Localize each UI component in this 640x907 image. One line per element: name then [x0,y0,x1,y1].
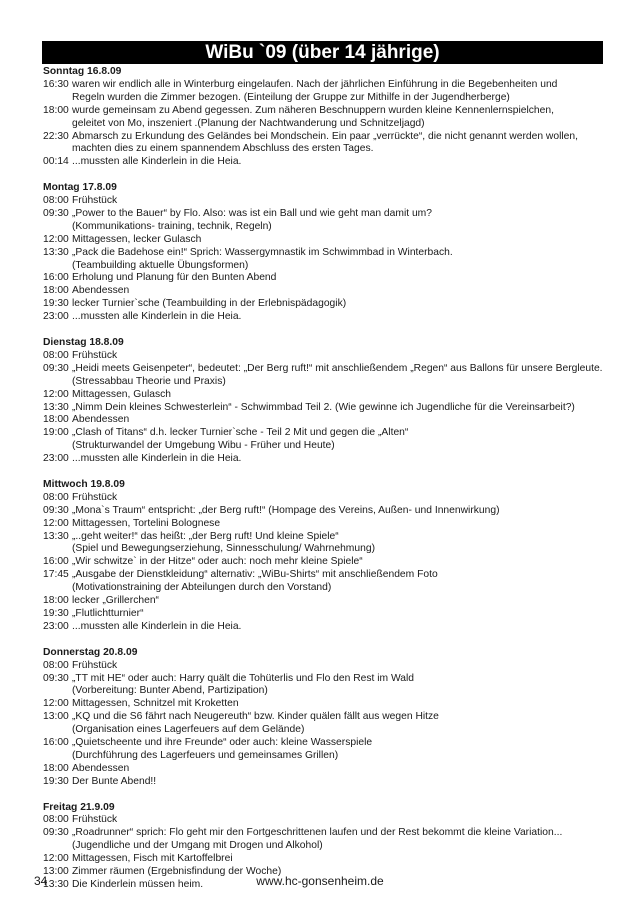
entry-text: „Quietscheente und ihre Freunde“ oder auch: kleine Wasserspiele (Durchführung des Lagerfeuers und gemeinsames Grillen) [72,737,373,761]
entry-text: „Roadrunner“ sprich: Flo geht mir den Fortgeschrittenen laufen und der Rest bekommt die kleine Variation... (Jugendliche und der Umgang mit Drogen und Alkohol) [72,827,563,852]
schedule-entry [43,776,613,789]
entry-text: waren wir endlich alle in Winterburg eingelaufen. Nach der jährlichen Einführung in die Begebenheiten und Regeln wurden die Zimmer bezogen. (Einteilung der Gruppe zur Mithilfe in der Jugendherberge) [72,78,558,103]
entry-text: Mittagessen, Tortelini Bolognese [72,517,221,529]
entry-text: Mittagessen, Gulasch [72,388,172,400]
day-section [43,182,613,324]
entry-text: ...mussten alle Kinderlein in die Heia. [72,311,242,323]
schedule-entry [43,711,613,737]
day-title: Freitag 21.9.09 [43,801,115,813]
schedule-entry [43,234,613,247]
schedule-entry [43,556,613,569]
schedule-entry [43,621,613,634]
entry-time: 08:00 [43,814,69,826]
schedule-entry [43,660,613,673]
entry-time: 16:30 [43,78,69,90]
entry-time: 09:30 [43,827,69,839]
entry-time: 00:14 [43,156,69,168]
schedule-entry [43,492,613,505]
entry-text: Mittagessen, Fisch mit Kartoffelbrei [72,853,233,865]
schedule-entry [43,389,613,402]
page-title-banner [42,41,603,64]
entry-time: 16:00 [43,556,69,568]
schedule-entry [43,105,613,131]
entry-text: Abendessen [72,285,130,297]
entry-time: 08:00 [43,349,69,361]
schedule-entry [43,763,613,776]
entry-time: 18:00 [43,595,69,607]
entry-time: 08:00 [43,491,69,503]
schedule-entry [43,427,613,453]
entry-text: „..geht weiter!“ das heißt: „der Berg ruft! Und kleine Spiele“ (Spiel und Bewegungserziehung, Sinnesschulung/ Wahrnehmung) [72,530,375,555]
entry-time: 23:00 [43,620,69,632]
schedule-entry [43,453,613,466]
entry-text: „Pack die Badehose ein!“ Sprich: Wassergymnastik im Schwimmbad in Winterbach. (Teambuilding aktuelle Übungsformen) [72,246,453,271]
day-title: Montag 17.8.09 [43,182,117,194]
day-section [43,337,613,466]
entry-time: 13:30 [43,401,69,413]
schedule-entry [43,195,613,208]
entry-time: 19:30 [43,298,69,310]
entry-text: „Heidi meets Geisenpeter“, bedeutet: „Der Berg ruft!“ mit anschließendem „Regen“ aus Ballons für unsere Bergleute. (Stressabbau Theorie und Praxis) [72,362,603,387]
entry-text: Mittagessen, Schnitzel mit Kroketten [72,698,239,710]
entry-time: 19:00 [43,427,69,439]
entry-time: 23:00 [43,311,69,323]
entry-text: Frühstück [72,195,118,207]
entry-time: 22:30 [43,130,69,142]
entry-text: „Flutlichtturnier“ [72,608,144,620]
entry-text: Zimmer räumen (Ergebnisfindung der Woche) [72,866,282,878]
schedule-entry [43,208,613,234]
schedule-entry [43,814,613,827]
entry-text: lecker „Grillerchen“ [72,595,159,607]
entry-text: Abmarsch zu Erkundung des Geländes bei Mondschein. Ein paar „verrückte“, die nicht genannt werden wollen, machten dies zu einem spannendem Abschluss des ersten Tages. [72,130,578,155]
entry-time: 16:00 [43,272,69,284]
entry-text: lecker Turnier`sche (Teambuilding in der Erlebnispädagogik) [72,298,347,310]
schedule-entry [43,698,613,711]
entry-text: Der Bunte Abend!! [72,775,157,787]
schedule-entry [43,737,613,763]
footer-url: www.hc-gonsenheim.de [256,874,384,888]
entry-time: 09:30 [43,504,69,516]
schedule-entry [43,402,613,415]
entry-time: 08:00 [43,195,69,207]
schedule-entry [43,247,613,273]
schedule-entry [43,608,613,621]
entry-text: ...mussten alle Kinderlein in die Heia. [72,453,242,465]
schedule-entry [43,673,613,699]
entry-time: 18:00 [43,285,69,297]
entry-time: 09:30 [43,672,69,684]
entry-time: 12:00 [43,233,69,245]
entry-text: „Nimm Dein kleines Schwesterlein“ - Schwimmbad Teil 2. (Wie gewinne ich Jugendliche für die Vereinsarbeit?) [72,401,575,413]
schedule-entry [43,350,613,363]
schedule-entry [43,853,613,866]
schedule-entry [43,518,613,531]
day-title: Dienstag 18.8.09 [43,337,124,348]
schedule-entry [43,311,613,324]
schedule-entry [43,531,613,557]
schedule-entry [43,595,613,608]
entry-text: Abendessen [72,762,130,774]
day-section [43,479,613,634]
entry-time: 13:00 [43,711,69,723]
entry-time: 08:00 [43,659,69,671]
page-title: WiBu `09 (über 14 jährige) [205,42,440,63]
entry-text: ...mussten alle Kinderlein in die Heia. [72,620,242,632]
schedule-entry [43,272,613,285]
schedule-entry [43,569,613,595]
schedule [43,66,613,905]
day-section [43,66,613,169]
entry-text: Erholung und Planung für den Bunten Abend [72,272,277,284]
schedule-entry [43,363,613,389]
entry-time: 13:30 [43,530,69,542]
entry-time: 12:00 [43,853,69,865]
entry-text: „Ausgabe der Dienstkleidung“ alternativ: „WiBu-Shirts“ mit anschließendem Foto (Motivationstraining der Abteilungen durch den Vorstand) [72,569,438,594]
entry-time: 13:30 [43,879,69,891]
entry-text: „TT mit HE“ oder auch: Harry quält die Tohüterlis und Flo den Rest im Wald (Vorbereitung: Bunter Abend, Partizipation) [72,672,415,697]
schedule-entry [43,827,613,853]
schedule-entry [43,131,613,157]
entry-time: 09:30 [43,362,69,374]
entry-time: 18:00 [43,762,69,774]
entry-time: 09:30 [43,207,69,219]
entry-text: Abendessen [72,414,130,426]
entry-text: Frühstück [72,349,118,361]
entry-time: 17:45 [43,569,69,581]
page-number: 34 [34,874,48,888]
schedule-entry [43,285,613,298]
entry-time: 18:00 [43,104,69,116]
schedule-entry [43,79,613,105]
entry-time: 23:00 [43,453,69,465]
day-title: Sonntag 16.8.09 [43,66,122,77]
entry-text: „Power to the Bauer“ by Flo. Also: was ist ein Ball und wie geht man damit um? (Kommunikations- training, technik, Regeln) [72,207,432,232]
entry-time: 16:00 [43,737,69,749]
schedule-entry [43,156,613,169]
entry-text: „KQ und die S6 fährt nach Neugereuth“ bzw. Kinder quälen fällt aus wegen Hitze (Organisation eines Lagerfeuers auf dem Gelände) [72,711,439,736]
entry-text: „Wir schwitze` in der Hitze“ oder auch: noch mehr kleine Spiele“ [72,556,363,568]
entry-text: ...mussten alle Kinderlein in die Heia. [72,156,242,168]
entry-time: 12:00 [43,517,69,529]
entry-time: 18:00 [43,414,69,426]
entry-time: 13:00 [43,866,69,878]
entry-text: Frühstück [72,659,118,671]
entry-time: 13:30 [43,246,69,258]
schedule-entry [43,505,613,518]
entry-time: 19:30 [43,775,69,787]
entry-text: „Mona`s Traum“ entspricht: „der Berg ruft!“ (Hompage des Vereins, Außen- und Innenwirkung) [72,504,500,516]
entry-time: 12:00 [43,388,69,400]
day-section [43,647,613,789]
entry-time: 19:30 [43,608,69,620]
schedule-entry [43,298,613,311]
entry-text: Mittagessen, lecker Gulasch [72,233,202,245]
entry-text: wurde gemeinsam zu Abend gegessen. Zum näheren Beschnuppern wurden kleine Kennenlernspielchen, geleitet von Mo, inszeniert .(Planung der Nachtwanderung und Schnitzeljagd) [72,104,554,129]
entry-text: Die Kinderlein müssen heim. [72,879,204,891]
day-title: Mittwoch 19.8.09 [43,478,125,490]
schedule-entry [43,414,613,427]
entry-text: „Clash of Titans“ d.h. lecker Turnier`sche - Teil 2 Mit und gegen die „Alten“ (Strukturwandel der Umgebung Wibu - Früher und Heute) [72,427,409,452]
entry-text: Frühstück [72,814,118,826]
day-title: Donnerstag 20.8.09 [43,646,138,658]
entry-time: 12:00 [43,698,69,710]
entry-text: Frühstück [72,491,118,503]
